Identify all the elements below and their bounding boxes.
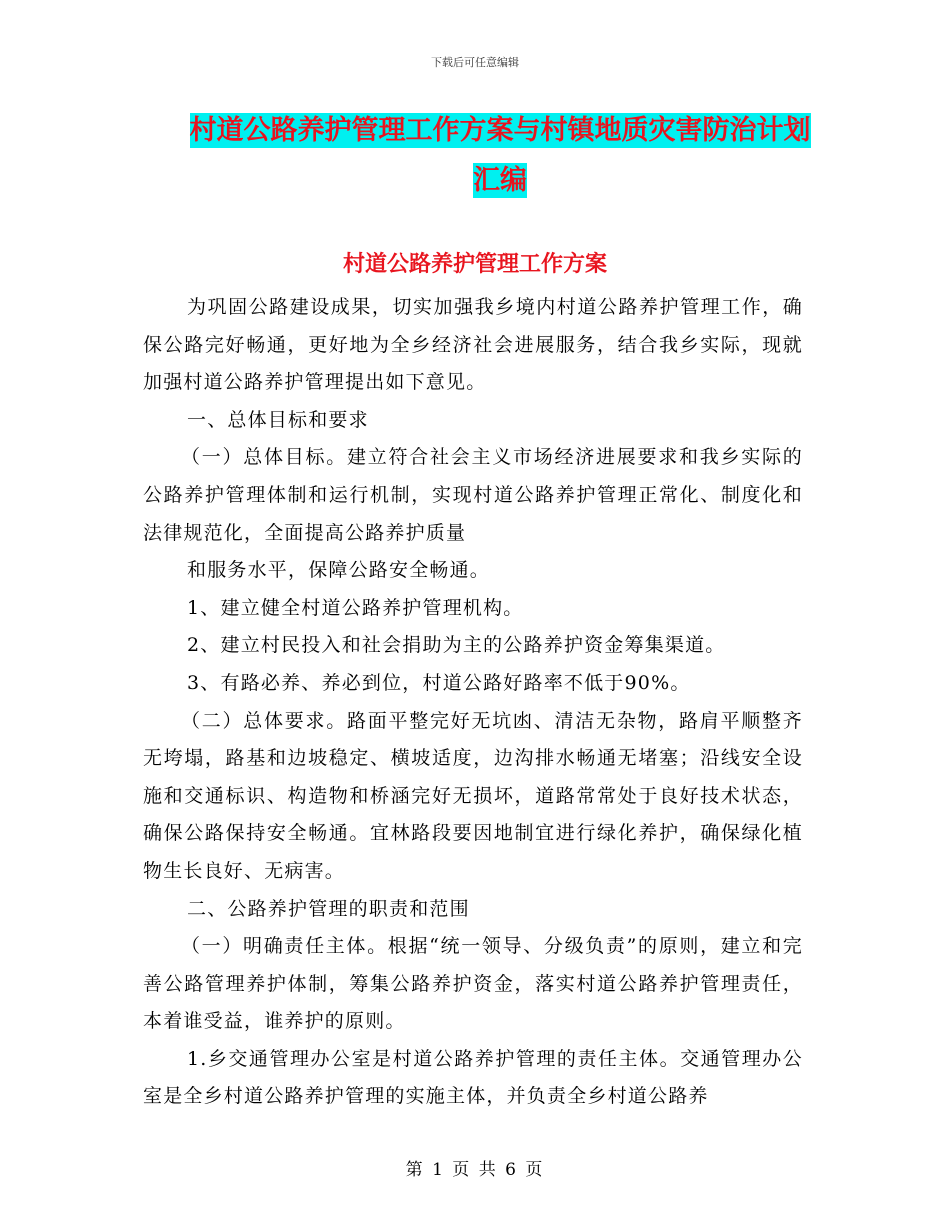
heading-section-2: 二、公路养护管理的职责和范围 [187, 897, 470, 920]
list-item-1: 1、建立健全村道公路养护管理机构。 [187, 596, 524, 619]
list-item-2: 2、建立村民投入和社会捐助为主的公路养护资金筹集渠道。 [187, 634, 726, 657]
page-number: 第 1 页 共 6 页 [405, 1160, 545, 1180]
header-note: 下载后可任意编辑 [431, 56, 519, 69]
paragraph-office: 1.乡交通管理办公室是村道公路养护管理的责任主体。交通管理办公室是全乡村道公路养护管理的实施主体，并负责全乡村道公路养 [143, 1047, 803, 1108]
document-body [143, 289, 803, 1116]
document-title [150, 106, 850, 206]
paragraph-requirements: （二）总体要求。路面平整完好无坑凼、清洁无杂物，路肩平顺整齐无垮塌，路基和边坡稳定、横坡适度，边沟排水畅通无堵塞；沿线安全设施和交通标识、构造物和桥涵完好无损坏，道路常常处于良好技术状态，确保公路保持安全畅通。宜林路段要因地制宜进行绿化养护，确保绿化植物生长良好、无病害。 [143, 709, 803, 882]
title-line-2: 汇编 [473, 165, 527, 196]
paragraph-intro: 为巩固公路建设成果，切实加强我乡境内村道公路养护管理工作，确保公路完好畅通，更好地为全乡经济社会进展服务，结合我乡实际，现就加强村道公路养护管理提出如下意见。 [143, 296, 803, 394]
paragraph-responsibility: （一）明确责任主体。根据“统一领导、分级负责”的原则，建立和完善公路管理养护体制，筹集公路养护资金，落实村道公路养护管理责任，本着谁受益，谁养护的原则。 [143, 935, 803, 1033]
heading-section-1: 一、总体目标和要求 [187, 408, 369, 431]
section-title: 村道公路养护管理工作方案 [342, 251, 607, 277]
title-line-1: 村道公路养护管理工作方案与村镇地质灾害防治计划 [189, 115, 811, 146]
paragraph-goal: （一）总体目标。建立符合社会主义市场经济进展要求和我乡实际的公路养护管理体制和运行机制，实现村道公路养护管理正常化、制度化和法律规范化，全面提高公路养护质量 [143, 446, 803, 544]
paragraph-goal-cont: 和服务水平，保障公路安全畅通。 [187, 559, 491, 582]
list-item-3: 3、有路必养、养必到位，村道公路好路率不低于90%。 [187, 671, 691, 694]
